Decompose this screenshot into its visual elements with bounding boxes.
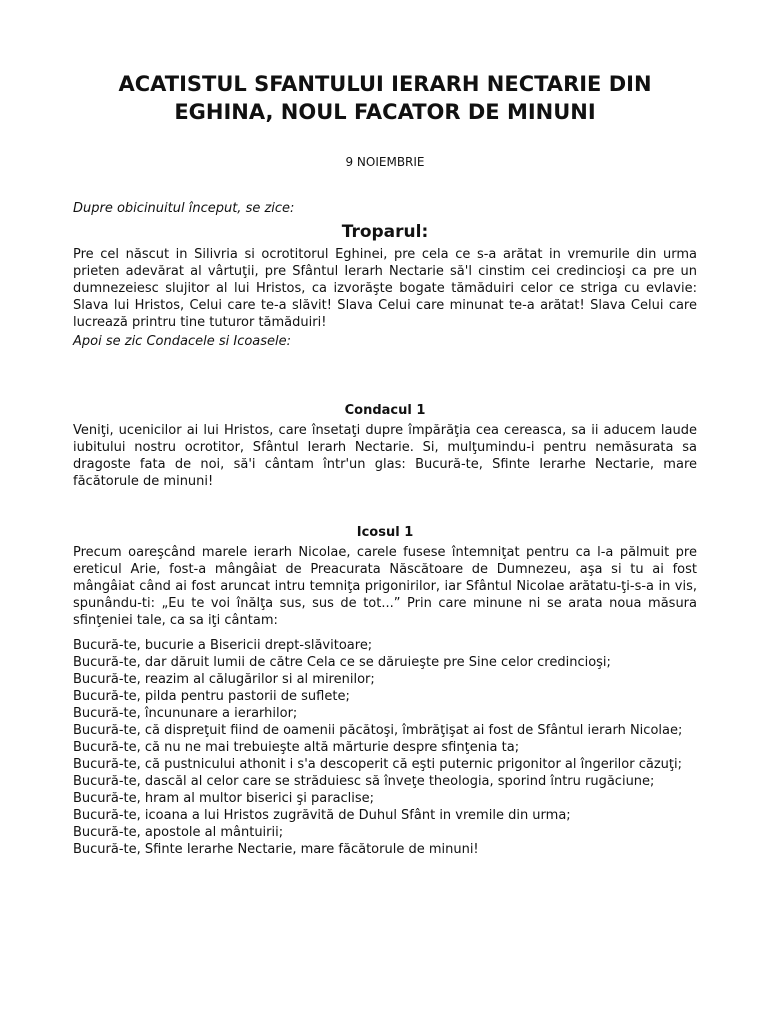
- salutation-line: Bucură-te, dar dăruit lumii de către Cela ce se dăruieşte pre Sine celor credincioşi;: [73, 655, 611, 670]
- title-line-1: ACATISTUL SFANTULUI IERARH NECTARIE DIN: [118, 72, 652, 96]
- salutation-line: Bucură-te, dascăl al celor care se străduiesc să înveţe theologia, sporind întru rugăciune;: [73, 774, 655, 789]
- salutation-line: Bucură-te, încununare a ierarhilor;: [73, 706, 298, 721]
- condac-1-text: Veniţi, ucenicilor ai lui Hristos, care însetaţi dupre împărăţia cea cereasca, sa ii aducem laude iubitului nostru ocrotitor, Sfântul Ierarh Nectarie. Si, mulţumindu-i pentru nemăsurata sa dragoste fata de noi, să'i cântam într'un glas: Bucură-te, Sfinte Ierarhe Nectarie, mare făcătorule de minuni!: [73, 423, 697, 489]
- condac-1-heading: Condacul 1: [344, 403, 426, 418]
- salutation-line: Bucură-te, icoana a lui Hristos zugrăvită de Duhul Sfânt in vremile din urma;: [73, 808, 571, 823]
- salutation-line: Bucură-te, că dispreţuit fiind de oamenii păcătoşi, îmbrăţişat ai fost de Sfântul ierarh Nicolae;: [73, 723, 683, 738]
- salutation-line: Bucură-te, pilda pentru pastorii de suflete;: [73, 689, 350, 704]
- salutation-line: Bucură-te, apostole al mântuirii;: [73, 825, 284, 840]
- salutation-line: Bucură-te, că nu ne mai trebuieşte altă mărturie despre sfinţenia ta;: [73, 740, 520, 755]
- salutation-line: Bucură-te, că pustnicului athonit i s'a descoperit că eşti puternic prigonitor al îngerilor căzuţi;: [73, 757, 682, 772]
- troparion-text: Pre cel născut in Silivria si ocrotitorul Eghinei, pre cela ce s-a arătat in vremurile din urma prieten adevărat al vârtuţii, pre Sfântul Ierarh Nectarie să'l cinstim cei credincioşi ca pre un dumnezeiesc slujitor al lui Hristos, ca izvorăşte bogate tămăduiri celor ce striga cu evlavie: Slava lui Hristos, Celui care te-a slăvit! Slava Celui care minunat te-a arătat! Slava Celui care lucrează printru tine tuturor tămăduiri!: [73, 247, 697, 330]
- troparion-heading: Troparul:: [341, 222, 429, 242]
- feast-date: 9 NOIEMBRIE: [345, 155, 425, 169]
- icos-1-salutations: [73, 637, 697, 858]
- icos-1-heading: Icosul 1: [356, 525, 414, 540]
- troparion-after-rubric: Apoi se zic Condacele si Icoasele:: [73, 334, 292, 349]
- title-line-2: EGHINA, NOUL FACATOR DE MINUNI: [174, 100, 596, 124]
- salutation-line: Bucură-te, bucurie a Bisericii drept-slăvitoare;: [73, 638, 373, 653]
- document-page: [73, 0, 697, 858]
- salutation-line: Bucură-te, Sfinte Ierarhe Nectarie, mare făcătorule de minuni!: [73, 842, 479, 857]
- document-title: [73, 70, 697, 126]
- icos-1-text: Precum oareşcând marele ierarh Nicolae, carele fusese întemniţat pentru ca l-a pălmuit pre ereticul Arie, fost-a mângâiat de Preacurata Născătoare de Dumnezeu, aşa si tu ai fost mângâiat când ai fost aruncat intru temniţa prigonirilor, iar Sfântul Nicolae arătatu-ţi-s-a in vis, spunându-ti: „Eu te voi înălţa sus, sus de tot...” Prin care minune ni se arata noua măsura sfinţeniei tale, ca sa iţi cântam:: [73, 545, 697, 628]
- intro-rubric: Dupre obicinuitul început, se zice:: [73, 201, 295, 216]
- salutation-line: Bucură-te, hram al multor biserici şi paraclise;: [73, 791, 375, 806]
- salutation-line: Bucură-te, reazim al călugărilor si al mirenilor;: [73, 672, 375, 687]
